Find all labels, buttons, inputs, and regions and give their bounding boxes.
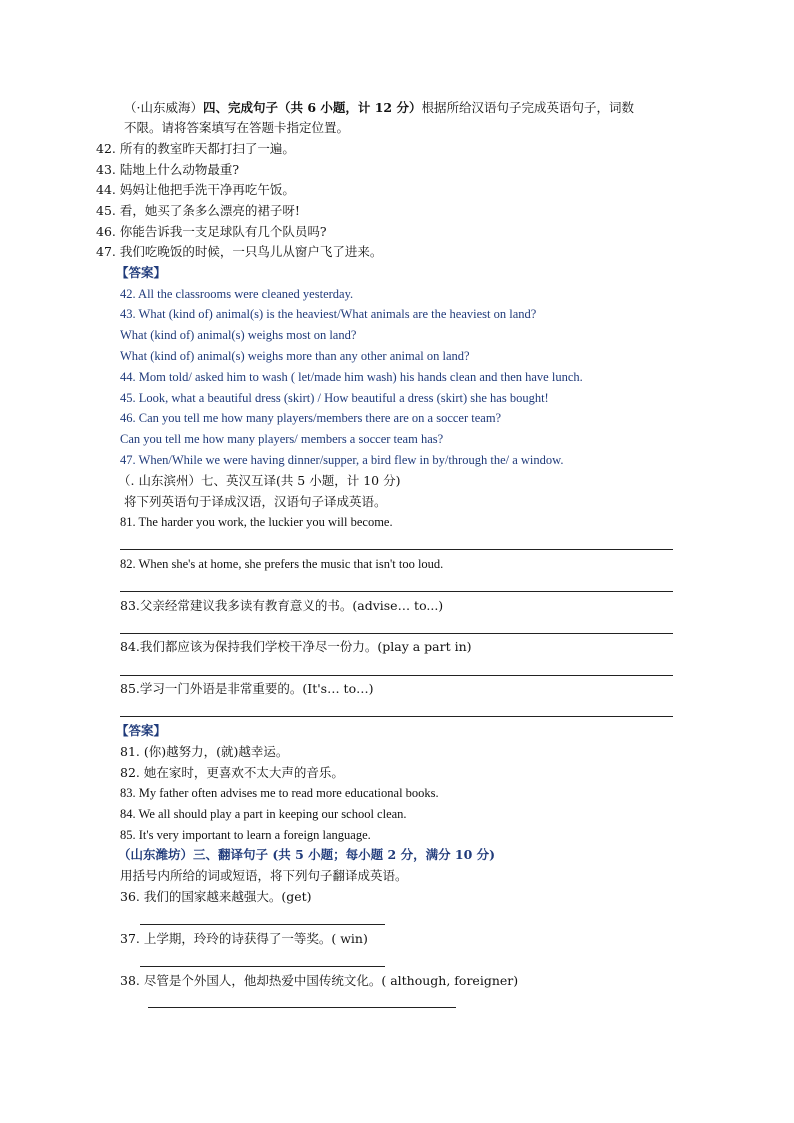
answer-line[interactable] — [140, 924, 385, 925]
answer: What (kind of) animal(s) weighs most on land? — [120, 328, 357, 342]
question: 37. 上学期，玲玲的诗获得了一等奖。( win) — [120, 931, 368, 946]
source-tag: （·山东威海） — [124, 100, 203, 115]
instruction: 根据所给汉语句子完成英语句子，词数 — [421, 100, 635, 115]
answer: 46. Can you tell me how many players/members there are on a soccer team? — [120, 411, 502, 425]
section3-header: （山东潍坊）三、翻译句子 (共 5 小题；每小题 2 分，满分 10 分) — [118, 847, 496, 862]
question: 85.学习一门外语是非常重要的。(It's… to…) — [120, 681, 374, 696]
answer: Can you tell me how many players/ members a soccer team has? — [120, 432, 444, 446]
question: 47. 我们吃晚饭的时候，一只鸟儿从窗户飞了进来。 — [96, 244, 383, 259]
section3-instruction: 用括号内所给的词或短语，将下列句子翻译成英语。 — [120, 868, 408, 883]
answer: 43. What (kind of) animal(s) is the heaviest/What animals are the heaviest on land? — [120, 307, 537, 321]
question: 43. 陆地上什么动物最重? — [96, 162, 240, 177]
answer-label: 【答案】 — [116, 265, 167, 280]
section1-header — [124, 99, 634, 117]
question: 84.我们都应该为保持我们学校干净尽一份力。(play a part in) — [120, 639, 472, 654]
answer: 47. When/While we were having dinner/supper, a bird flew in by/through the/ a window. — [120, 453, 564, 467]
question: 83.父亲经常建议我多读有教育意义的书。(advise… to...) — [120, 598, 444, 613]
question: 42. 所有的教室昨天都打扫了一遍。 — [96, 141, 295, 156]
question: 36. 我们的国家越来越强大。(get) — [120, 889, 312, 904]
answer-label: 【答案】 — [116, 723, 167, 738]
answer: 42. All the classrooms were cleaned yesterday. — [120, 287, 354, 301]
section1-header-line2: 不限。请将答案填写在答题卡指定位置。 — [124, 120, 350, 135]
question: 44. 妈妈让他把手洗干净再吃午饭。 — [96, 182, 295, 197]
answer: 81. (你)越努力，(就)越幸运。 — [120, 744, 289, 759]
answer-line[interactable] — [120, 716, 673, 717]
answer: 85. It's very important to learn a foreign language. — [120, 828, 371, 842]
answer-line[interactable] — [120, 549, 673, 550]
answer: 83. My father often advises me to read more educational books. — [120, 786, 439, 800]
section2-header: （. 山东滨州）七、英汉互译(共 5 小题，计 10 分) — [118, 473, 401, 488]
answer-line[interactable] — [120, 633, 673, 634]
answer: 84. We all should play a part in keeping our school clean. — [120, 807, 407, 821]
section2-instruction: 将下列英语句于译成汉语，汉语句子译成英语。 — [124, 494, 387, 509]
section-title: 四、完成句子（共 6 小题，计 12 分） — [202, 100, 422, 115]
answer-line[interactable] — [120, 675, 673, 676]
answer: 82. 她在家时，更喜欢不太大声的音乐。 — [120, 765, 344, 780]
answer-line[interactable] — [140, 966, 385, 967]
question: 38. 尽管是个外国人，他却热爱中国传统文化。( although, foreigner) — [120, 973, 519, 988]
question: 46. 你能告诉我一支足球队有几个队员吗? — [96, 224, 327, 239]
question: 45. 看，她买了条多么漂亮的裙子呀! — [96, 203, 300, 218]
answer-line[interactable] — [120, 591, 673, 592]
answer: What (kind of) animal(s) weighs more than any other animal on land? — [120, 349, 470, 363]
answer: 45. Look, what a beautiful dress (skirt) / How beautiful a dress (skirt) she has bought! — [120, 391, 549, 405]
question: 82. When she's at home, she prefers the music that isn't too loud. — [120, 557, 444, 571]
answer: 44. Mom told/ asked him to wash ( let/made him wash) his hands clean and then have lunch. — [120, 370, 583, 384]
question: 81. The harder you work, the luckier you will become. — [120, 515, 393, 529]
answer-line[interactable] — [148, 1007, 456, 1008]
